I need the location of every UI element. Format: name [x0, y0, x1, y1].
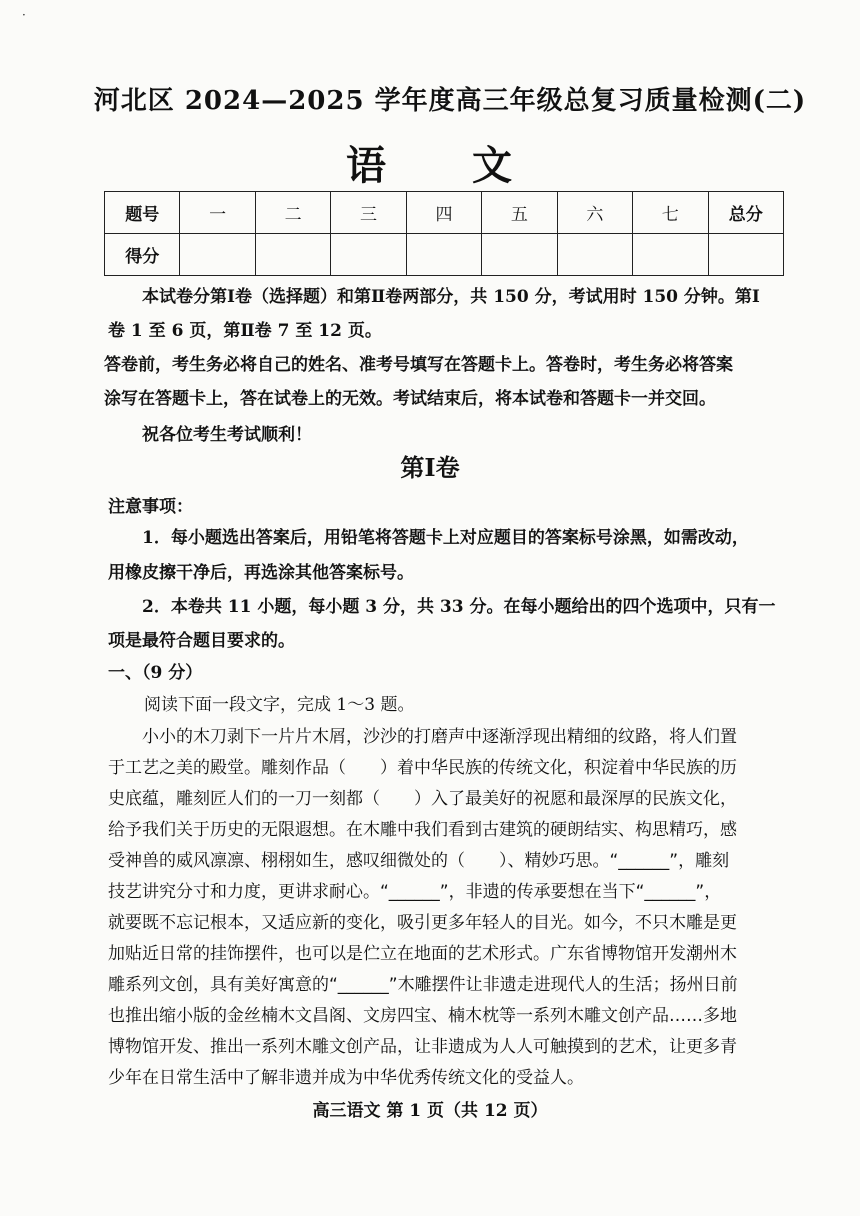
- passage-line: 少年在日常生活中了解非遗并成为中华优秀传统文化的受益人。: [108, 1068, 584, 1088]
- score-blank: [406, 234, 481, 276]
- score-cell-label: 题号: [105, 192, 180, 234]
- score-table: [104, 191, 784, 276]
- note-line: 项是最符合题目要求的。: [108, 631, 295, 651]
- score-cell-q2: 二: [255, 192, 330, 234]
- passage-line: 小小的木刀剥下一片片木屑，沙沙的打磨声中逐渐浮现出精细的纹路，将人们置: [108, 727, 737, 747]
- good-luck-line: 祝各位考生考试顺利！: [108, 425, 312, 445]
- score-blank: [331, 234, 406, 276]
- score-table-header-row: [105, 192, 784, 234]
- note-line: 2．本卷共 11 小题，每小题 3 分，共 33 分。在每小题给出的四个选项中，只有一: [108, 597, 776, 617]
- passage-line: 史底蕴，雕刻匠人们的一刀一刻都（ ）入了最美好的祝愿和最深厚的民族文化，: [108, 789, 737, 809]
- note-line: 用橡皮擦干净后，再选涂其他答案标号。: [108, 563, 414, 583]
- score-blank: [180, 234, 255, 276]
- score-cell-q1: 一: [180, 192, 255, 234]
- score-blank: [557, 234, 632, 276]
- instruction-line: 答卷前，考生务必将自己的姓名、准考号填写在答题卡上。答卷时，考生务必将答案: [104, 355, 733, 375]
- passage-line: 就要既不忘记根本，又适应新的变化，吸引更多年轻人的目光。如今，不只木雕是更: [108, 913, 737, 933]
- passage-line: 也推出缩小版的金丝楠木文昌阁、文房四宝、楠木枕等一系列木雕文创产品……多地: [108, 1006, 737, 1026]
- exam-title: 河北区 2024—2025 学年度高三年级总复习质量检测(二): [93, 86, 807, 116]
- passage-line: 技艺讲究分寸和力度，更讲求耐心。“______”，非遗的传承要想在当下“______”，: [108, 882, 722, 902]
- note-line: 1．每小题选出答案后，用铅笔将答题卡上对应题目的答案标号涂黑，如需改动，: [108, 528, 749, 548]
- instruction-line: 本试卷分第Ⅰ卷（选择题）和第Ⅱ卷两部分，共 150 分，考试用时 150 分钟。第Ⅰ: [108, 287, 760, 307]
- score-blank: [255, 234, 330, 276]
- part1-title: 第Ⅰ卷: [400, 453, 460, 482]
- section1-label: 一、（9 分）: [108, 663, 203, 683]
- section1-prompt: 阅读下面一段文字，完成 1～3 题。: [144, 695, 415, 715]
- passage-line: 给予我们关于历史的无限遐想。在木雕中我们看到古建筑的硬朗结实、构思精巧，感: [108, 820, 737, 840]
- score-cell-q3: 三: [331, 192, 406, 234]
- passage-line: 雕系列文创，具有美好寓意的“______”木雕摆件让非遗走进现代人的生活；扬州日前: [108, 975, 738, 995]
- instruction-line: 卷 1 至 6 页，第Ⅱ卷 7 至 12 页。: [108, 321, 382, 341]
- score-row-label: 得分: [105, 234, 180, 276]
- corner-mark: ·: [22, 8, 26, 22]
- score-blank: [633, 234, 708, 276]
- score-cell-q4: 四: [406, 192, 481, 234]
- score-cell-q6: 六: [557, 192, 632, 234]
- instruction-line: 涂写在答题卡上，答在试卷上的无效。考试结束后，将本试卷和答题卡一并交回。: [104, 389, 716, 409]
- passage-line: 于工艺之美的殿堂。雕刻作品（ ）着中华民族的传统文化，积淀着中华民族的历: [108, 758, 737, 778]
- notes-label: 注意事项：: [108, 497, 193, 517]
- score-table-score-row: [105, 234, 784, 276]
- score-blank: [708, 234, 784, 276]
- page-footer: 高三语文 第 1 页（共 12 页）: [312, 1101, 548, 1121]
- score-blank: [482, 234, 557, 276]
- score-cell-total: 总分: [708, 192, 784, 234]
- score-cell-q7: 七: [633, 192, 708, 234]
- subject-title: 语 文: [346, 142, 514, 189]
- score-cell-q5: 五: [482, 192, 557, 234]
- passage-line: 博物馆开发、推出一系列木雕文创产品，让非遗成为人人可触摸到的艺术，让更多青: [108, 1037, 737, 1057]
- passage-line: 受神兽的威风凛凛、栩栩如生，感叹细微处的（ ）、精妙巧思。“______”，雕刻: [108, 851, 730, 871]
- passage-line: 加贴近日常的挂饰摆件，也可以是伫立在地面的艺术形式。广东省博物馆开发潮州木: [108, 944, 737, 964]
